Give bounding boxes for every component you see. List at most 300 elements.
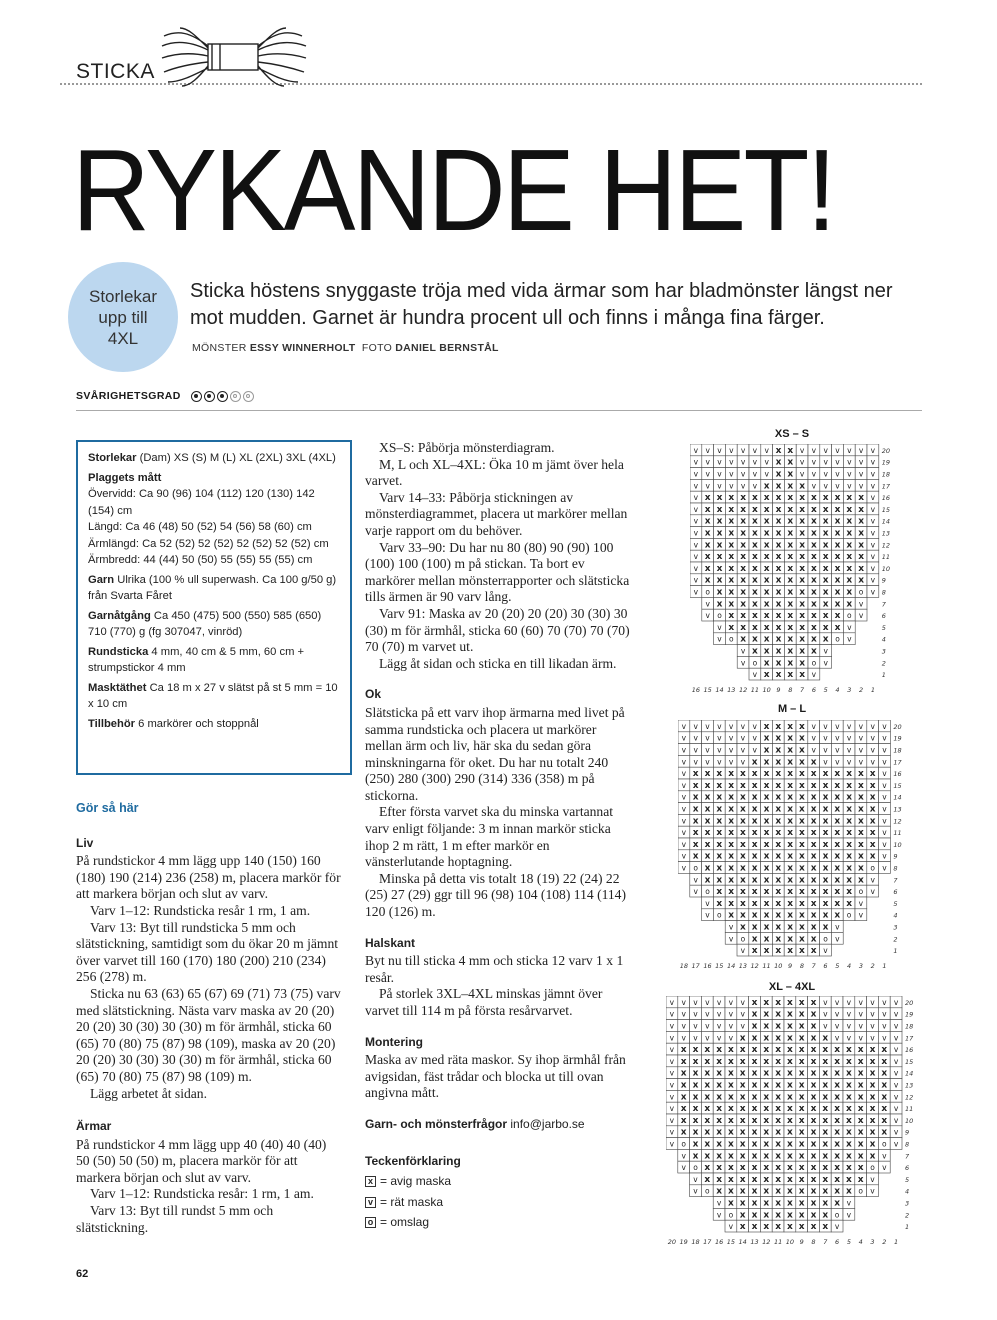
chart-cell (737, 621, 749, 633)
chart-symbol: v (846, 1210, 852, 1220)
amount-value: Ca 450 (475) 500 (550) 585 (650) 710 (770) g (fg 307047, vinröd) (88, 609, 322, 638)
chart-cell (678, 1126, 690, 1138)
chart-cell (737, 803, 749, 815)
chart-cell (831, 814, 843, 826)
chart-symbol: x (763, 1198, 770, 1209)
chart-symbol: v (823, 757, 828, 767)
chart-symbol: x (704, 1056, 711, 1067)
chart-symbol: v (858, 457, 864, 467)
chart-symbol: x (786, 1186, 793, 1197)
chart-symbol: x (751, 804, 758, 815)
chart-cell (737, 1008, 749, 1020)
chart-cell (772, 1208, 784, 1220)
chart-symbol: x (775, 575, 782, 586)
chart-symbol: v (705, 469, 710, 479)
chart-cell (761, 932, 773, 944)
chart-cell (714, 444, 726, 456)
chart-symbol: v (834, 1033, 840, 1043)
chart-symbol: v (835, 721, 840, 731)
chart-symbol: x (787, 622, 794, 633)
chart-cell (784, 1208, 796, 1220)
chart-symbol: x (822, 587, 829, 598)
chart-symbol: x (834, 528, 841, 539)
chart-cell (714, 479, 726, 491)
column-label: 17 (703, 1238, 712, 1246)
chart-symbol: x (727, 1198, 734, 1209)
chart-cell (772, 838, 784, 850)
chart-symbol: x (739, 1151, 746, 1162)
chart-cell (808, 468, 820, 480)
accessories-label: Tillbehör (88, 717, 136, 730)
chart-symbol: v (681, 769, 687, 779)
chart-cell (749, 767, 761, 779)
chart-cell (737, 527, 749, 539)
chart-symbol: x (810, 1186, 817, 1197)
chart-cell (796, 1114, 808, 1126)
chart-symbol: v (681, 1151, 686, 1161)
column-label: 7 (811, 962, 816, 970)
chart-symbol: x (716, 1104, 723, 1115)
chart-symbol: v (693, 552, 699, 562)
chart-cell (796, 1031, 808, 1043)
chart-symbol: v (870, 875, 875, 885)
chart-symbol: v (717, 745, 722, 755)
chart-cell (796, 668, 808, 680)
chart-cell (820, 862, 832, 874)
chart-symbol: x (787, 887, 794, 898)
page-title: RYKANDE HET! (72, 125, 834, 255)
chart-symbol: x (845, 1174, 852, 1185)
chart-symbol: x (822, 1068, 829, 1079)
chart-cell (725, 574, 737, 586)
chart-cell (713, 767, 725, 779)
chart-cell (725, 1197, 737, 1209)
chart-symbol: v (882, 792, 887, 802)
chart-symbol: v (693, 457, 699, 467)
chart-symbol: x (775, 745, 782, 756)
chart-cell (725, 1138, 737, 1150)
paragraph: Varv 14–33: Påbörja stickningen av mönsterdiagrammet, placera ut markörer mellan varje rapport om du behöver. (365, 489, 628, 538)
chart-cell (843, 996, 855, 1008)
chart-cell (796, 656, 808, 668)
chart-symbol: x (739, 1045, 746, 1056)
chart-cell (749, 862, 761, 874)
chart-cell (725, 1126, 737, 1138)
column-label: 3 (870, 1238, 875, 1246)
chart-cell (772, 897, 784, 909)
chart-symbol: x (810, 1033, 817, 1044)
chart-cell (867, 755, 879, 767)
chart-symbol: v (669, 1021, 675, 1031)
chart-symbol: x (704, 1080, 711, 1091)
rating-dot-empty-icon (243, 391, 254, 402)
chart-symbol: x (751, 887, 758, 898)
row-label: 1 (893, 947, 898, 956)
chart-cell (714, 586, 726, 598)
chart-symbol: x (834, 875, 841, 886)
chart-cell (831, 1067, 843, 1079)
chart-symbol: x (810, 898, 817, 909)
chart-cell (737, 897, 749, 909)
chart-cell (784, 897, 796, 909)
chart-cell (725, 1079, 737, 1091)
chart-symbol: x (787, 646, 794, 657)
contact-email: info@jarbo.se (510, 1116, 585, 1131)
chart-symbol: v (705, 757, 710, 767)
chart-cell (796, 732, 808, 744)
chart-cell (702, 597, 714, 609)
chart-symbol: v (823, 997, 828, 1007)
chart-symbol: x (763, 1033, 770, 1044)
row-label: 19 (905, 1010, 914, 1019)
chart-cell (761, 944, 773, 956)
chart-symbol: x (775, 493, 782, 504)
chart-cell (761, 838, 773, 850)
row-label: 4 (893, 911, 898, 920)
column-label: 8 (788, 686, 793, 694)
chart-cell (867, 1031, 879, 1043)
chart-symbol: x (834, 1104, 841, 1115)
chart-symbol: v (882, 769, 887, 779)
chart-cell (690, 503, 702, 515)
chart-cell (796, 1173, 808, 1185)
chart-cell (784, 921, 796, 933)
chart-symbol: x (763, 1139, 770, 1150)
chart-symbol: x (739, 780, 746, 791)
chart-symbol: v (728, 997, 734, 1007)
chart-cell (843, 732, 855, 744)
chart-cell (749, 515, 761, 527)
chart-cell (666, 1102, 678, 1114)
chart-symbol: x (739, 1210, 746, 1221)
chart-cell (725, 1114, 737, 1126)
chart-cell (808, 527, 820, 539)
paragraph: XS–S: Påbörja mönsterdiagram. (379, 440, 555, 455)
chart-symbol: x (786, 1068, 793, 1079)
chart-cell (737, 444, 749, 456)
chart-symbol: x (822, 563, 829, 574)
chart-symbol: x (834, 1163, 841, 1174)
chart-symbol: x (751, 587, 758, 598)
chart-cell (796, 597, 808, 609)
chart-symbol: v (870, 481, 876, 491)
chart-cell (760, 1208, 772, 1220)
chart-cell (784, 1161, 796, 1173)
chart-cell (843, 597, 855, 609)
chart-symbol: v (882, 1151, 887, 1161)
chart-cell (690, 574, 702, 586)
column-label: 12 (750, 962, 759, 970)
chart-symbol: x (692, 1092, 699, 1103)
chart-cell (749, 574, 761, 586)
chart-symbol: x (834, 552, 841, 563)
chart-symbol: x (751, 839, 758, 850)
chart-cell (749, 479, 761, 491)
chart-symbol: v (823, 745, 828, 755)
chart-symbol: x (763, 504, 770, 515)
chart-symbol: x (692, 1068, 699, 1079)
column-label: 11 (750, 686, 760, 694)
chart-symbol: x (822, 540, 829, 551)
chart-cell (761, 826, 773, 838)
chart-cell (784, 791, 796, 803)
chart-cell (772, 1173, 784, 1185)
chart-cell (713, 1185, 725, 1197)
chart-cell (855, 1031, 867, 1043)
chart-symbol: x (728, 780, 735, 791)
chart-cell (773, 479, 785, 491)
chart-symbol: x (763, 769, 770, 780)
chart-cell (855, 1020, 867, 1032)
chart-cell (843, 744, 855, 756)
chart-symbol: v (858, 733, 864, 743)
chart-symbol: x (716, 1139, 723, 1150)
chart-symbol: x (763, 1092, 770, 1103)
chart-symbol: x (775, 670, 782, 681)
chart-symbol: x (680, 1080, 687, 1091)
chart-cell (867, 1079, 879, 1091)
chart-cell (832, 456, 844, 468)
chart-cell (678, 1031, 690, 1043)
row-label: 12 (893, 817, 902, 826)
chart-symbol: x (716, 1163, 723, 1174)
chart-cell (749, 838, 761, 850)
chart-cell (702, 503, 714, 515)
chart-symbol: x (704, 1163, 711, 1174)
chart-cell (808, 515, 820, 527)
chart-symbol: x (704, 816, 711, 827)
badge-line: upp till (98, 307, 148, 327)
chart-symbol: x (846, 516, 853, 527)
chart-symbol: x (763, 898, 770, 909)
chart-symbol: x (716, 898, 723, 909)
chart-cell (761, 921, 773, 933)
chart-cell (832, 586, 844, 598)
chart-symbol: v (811, 733, 816, 743)
chart-cell (843, 550, 855, 562)
chart-cell (867, 885, 879, 897)
chart-cell (808, 1161, 820, 1173)
chart-symbol: x (798, 1222, 805, 1233)
chart-symbol: v (740, 757, 746, 767)
chart-cell (867, 1161, 879, 1173)
row-label: 5 (893, 899, 898, 908)
chart-symbol: x (775, 1210, 782, 1221)
chart-cell (832, 633, 844, 645)
chart-cell (843, 850, 855, 862)
chart-cell (819, 1161, 831, 1173)
chart-cell (843, 814, 855, 826)
chart-symbol: v (705, 1009, 710, 1019)
chart-cell (749, 1185, 761, 1197)
column-label: 2 (870, 962, 875, 970)
chart-symbol: x (787, 769, 794, 780)
chart-cell (855, 779, 867, 791)
chart-cell (808, 503, 820, 515)
row-label: 9 (881, 576, 886, 585)
chart-symbol: x (834, 563, 841, 574)
chart-cell (702, 803, 714, 815)
chart-symbol: x (810, 780, 817, 791)
chart-cell (843, 1149, 855, 1161)
chart-symbol: x (834, 1151, 841, 1162)
chart-cell (690, 1043, 702, 1055)
chart-cell (761, 444, 773, 456)
legend (365, 1153, 632, 1231)
chart-cell (867, 791, 879, 803)
chart-symbol: x (834, 839, 841, 850)
chart-symbol: v (847, 469, 852, 479)
chart-cell (678, 1161, 690, 1173)
chart-cell (725, 862, 737, 874)
chart-symbol: x (728, 552, 735, 563)
chart-cell (784, 873, 796, 885)
chart-symbol: x (775, 1068, 782, 1079)
chart-symbol: x (740, 634, 747, 645)
chart-symbol: v (669, 1045, 675, 1055)
chart-symbol: v (893, 1115, 899, 1125)
chart-cell (772, 1008, 784, 1020)
chart-cell (701, 1055, 713, 1067)
gauge-value: Ca 18 m x 27 v slätst på st 5 mm = 10 x 10 cm (88, 681, 338, 710)
chart-cell (890, 1102, 902, 1114)
chart-cell (725, 1161, 737, 1173)
chart-symbol: x (787, 552, 794, 563)
row-label: 15 (893, 781, 902, 790)
chart-symbol: x (799, 670, 806, 681)
chart-cell (772, 1114, 784, 1126)
chart-cell (878, 1055, 890, 1067)
chart-symbol: x (775, 946, 782, 957)
chart-symbol: x (751, 575, 758, 586)
chart-symbol: v (681, 757, 687, 767)
chart-cell (843, 562, 855, 574)
chart-symbol: x (728, 839, 735, 850)
intro-text: Sticka höstens snyggaste tröja med vida ärmar som har bladmönster längst ner mot mudden. Garnet är hundra procent ull och finns i många fina färger. (190, 280, 893, 329)
row-label: 1 (905, 1223, 910, 1232)
chart-cell (737, 1031, 749, 1043)
chart-symbol: v (728, 733, 734, 743)
chart-symbol: v (846, 997, 852, 1007)
chart-cell (820, 633, 832, 645)
chart-cell (820, 779, 832, 791)
chart-cell (725, 779, 737, 791)
chart-symbol: x (822, 1056, 829, 1067)
chart-symbol: v (893, 1009, 899, 1019)
chart-symbol: v (882, 839, 887, 849)
chart-cell (808, 1008, 820, 1020)
chart-symbol: x (810, 1009, 817, 1020)
chart-symbol: v (681, 745, 687, 755)
chart-cell (737, 1173, 749, 1185)
chart-symbol: v (717, 445, 722, 455)
chart-cell (772, 1220, 784, 1232)
chart-cell (867, 456, 879, 468)
paragraph: Minska på detta vis totalt 18 (19) 22 (24) 22 (25) 27 (29) ggr till 96 (98) 104 (108) 114 (114) 120 (126) m. (365, 870, 627, 920)
chart-cell (713, 744, 725, 756)
chart-symbol: x (775, 469, 782, 480)
chart-symbol: x (822, 1104, 829, 1115)
chart-symbol: x (751, 898, 758, 909)
chart-symbol: x (810, 828, 817, 839)
chart-symbol: x (822, 611, 829, 622)
chart-cell (808, 1067, 820, 1079)
chart-symbol: x (716, 516, 723, 527)
chart-cell (761, 744, 773, 756)
chart-cell (690, 586, 702, 598)
chart-symbol: x (692, 851, 699, 862)
chart-cell (855, 1055, 867, 1067)
chart-cell (796, 755, 808, 767)
chart-symbol: v (870, 516, 876, 526)
chart-symbol: x (740, 493, 747, 504)
chart-cell (796, 503, 808, 515)
chart-cell (713, 873, 725, 885)
chart-cell (772, 767, 784, 779)
chart-cell (784, 850, 796, 862)
chart-symbol: v (835, 934, 840, 944)
chart-symbol: v (669, 1009, 675, 1019)
chart-symbol: x (822, 839, 829, 850)
chart-symbol: x (881, 1068, 888, 1079)
chart-cell (819, 996, 831, 1008)
chart-symbol: x (845, 1092, 852, 1103)
chart-symbol: x (775, 1045, 782, 1056)
chart-symbol: x (846, 552, 853, 563)
chart-symbol: x (787, 757, 794, 768)
row-label: 20 (881, 446, 891, 455)
chart-symbol: v (882, 851, 887, 861)
chart-cell (867, 527, 879, 539)
chart-cell (843, 1197, 855, 1209)
chart-cell (843, 1079, 855, 1091)
chart-symbol: x (822, 1222, 829, 1233)
chart-cell (773, 597, 785, 609)
chart-cell (831, 921, 843, 933)
chart-cell (820, 586, 832, 598)
chart-symbol: v (693, 587, 699, 597)
chart-cell (843, 767, 855, 779)
chart-symbol: x (846, 599, 853, 610)
chart-cell (808, 609, 820, 621)
chart-symbol: v (752, 445, 758, 455)
chart-symbol: x (763, 516, 770, 527)
column-label: 1 (894, 1238, 899, 1246)
chart-cell (702, 814, 714, 826)
difficulty-rating (191, 391, 254, 402)
chart-symbol: v (705, 1021, 710, 1031)
chart-cell (702, 909, 714, 921)
chart-cell (690, 850, 702, 862)
chart-symbol: x (739, 875, 746, 886)
chart-cell (773, 527, 785, 539)
chart-symbol: x (787, 910, 794, 921)
chart-symbol: x (786, 997, 793, 1008)
chart-symbol: x (822, 1033, 829, 1044)
chart-symbol: x (704, 1104, 711, 1115)
chart-symbol: x (692, 1115, 699, 1126)
chart-cell (855, 1149, 867, 1161)
chart-cell (678, 720, 690, 732)
chart-cell (701, 1149, 713, 1161)
chart-cell (725, 885, 737, 897)
chart-symbol: x (846, 839, 853, 850)
chart-cell (772, 732, 784, 744)
chart-cell (784, 862, 796, 874)
column-label: 7 (800, 686, 805, 694)
chart-cell (796, 1079, 808, 1091)
chart-symbol: v (728, 721, 734, 731)
